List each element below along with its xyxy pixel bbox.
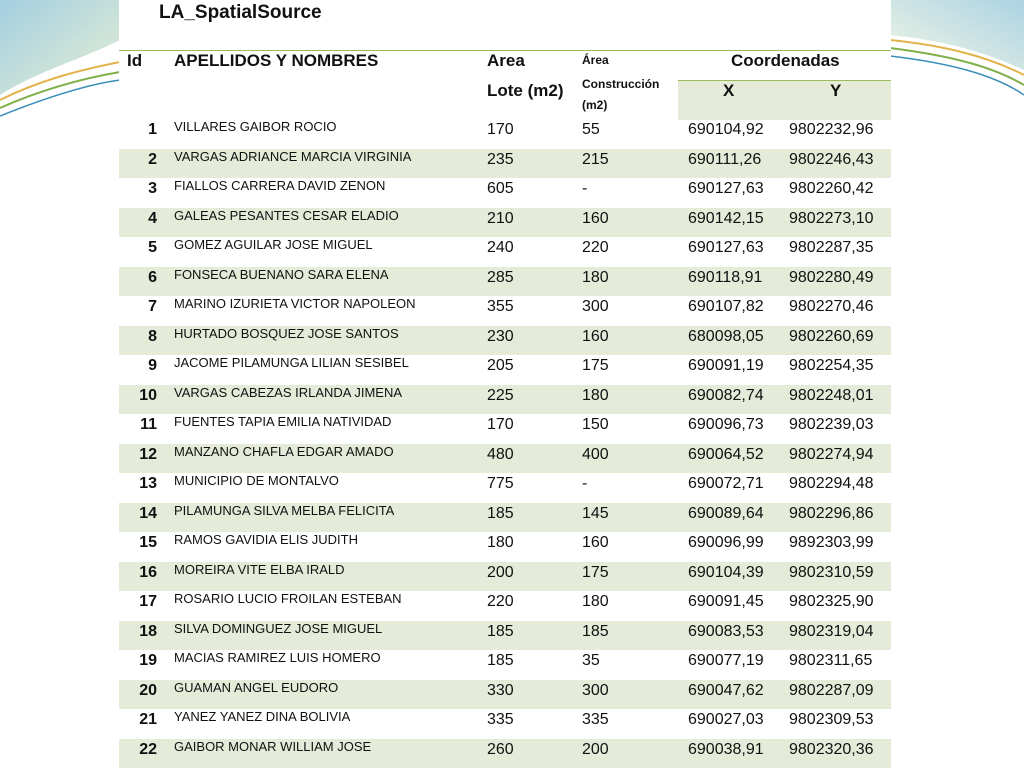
cell-name: MUNICIPIO DE MONTALVO: [174, 473, 339, 488]
cell-y: 9802294,48: [789, 475, 874, 492]
cell-area-construccion: 160: [582, 534, 609, 551]
cell-y: 9802287,09: [789, 681, 874, 699]
cell-id: 15: [139, 534, 157, 551]
cell-y: 9802270,46: [789, 298, 874, 315]
cell-area-construccion: 175: [582, 563, 609, 581]
cell-y: 9802274,94: [789, 445, 874, 463]
cell-area-construccion: 55: [582, 121, 600, 138]
cell-id: 19: [139, 652, 157, 669]
cell-x: 690072,71: [688, 475, 764, 492]
table-row: [119, 414, 891, 444]
cell-id: 21: [139, 711, 157, 728]
table-row: [119, 208, 891, 238]
cell-area-lote: 185: [487, 622, 514, 640]
cell-y: 9802287,35: [789, 239, 874, 256]
cell-area-lote: 285: [487, 268, 514, 286]
col-header-area-lote-unit: Lote (m2): [487, 81, 564, 100]
col-header-id: Id: [127, 51, 143, 70]
cell-name: JACOME PILAMUNGA LILIAN SESIBEL: [174, 355, 409, 370]
cell-name: MARINO IZURIETA VICTOR NAPOLEON: [174, 296, 416, 311]
col-header-construccion-unit: (m2): [582, 98, 608, 112]
cell-name: FONSECA BUENANO SARA ELENA: [174, 266, 389, 282]
cell-area-lote: 240: [487, 239, 514, 256]
table-row: [119, 296, 891, 326]
cell-y: 9802325,90: [789, 593, 874, 610]
cell-area-lote: 180: [487, 534, 514, 551]
table-row: [119, 267, 891, 297]
table-row: [119, 178, 891, 208]
cell-area-lote: 220: [487, 593, 514, 610]
cell-x: 690027,03: [688, 711, 764, 728]
cell-x: 690127,63: [688, 239, 764, 256]
cell-name: GAIBOR MONAR WILLIAM JOSE: [174, 738, 372, 754]
table-row: [119, 621, 891, 651]
cell-area-construccion: 160: [582, 327, 609, 345]
cell-name: VARGAS CABEZAS IRLANDA JIMENA: [174, 384, 403, 400]
cell-x: 690038,91: [688, 740, 764, 758]
table-row: [119, 473, 891, 503]
cell-name: FUENTES TAPIA EMILIA NATIVIDAD: [174, 414, 392, 429]
cell-x: 690127,63: [688, 180, 764, 197]
cell-area-construccion: 160: [582, 209, 609, 227]
cell-id: 6: [148, 268, 157, 286]
cell-y: 9802246,43: [789, 150, 874, 168]
table-row: [119, 149, 891, 179]
cell-name: ROSARIO LUCIO FROILAN ESTEBAN: [174, 591, 402, 606]
cell-name: HURTADO BOSQUEZ JOSE SANTOS: [174, 325, 399, 341]
cell-x: 690104,39: [688, 563, 764, 581]
cell-area-lote: 210: [487, 209, 514, 227]
cell-area-construccion: -: [582, 475, 588, 492]
cell-name: RAMOS GAVIDIA ELIS JUDITH: [174, 532, 358, 547]
cell-area-lote: 335: [487, 711, 514, 728]
col-header-area-construccion: Área: [582, 53, 609, 67]
cell-area-lote: 185: [487, 504, 514, 522]
cell-id: 4: [148, 209, 157, 227]
cell-id: 17: [139, 593, 157, 610]
cell-id: 7: [148, 298, 157, 315]
table-row: [119, 355, 891, 385]
col-header-coordenadas: Coordenadas: [731, 51, 840, 70]
table-row: [119, 326, 891, 356]
cell-x: 690064,52: [688, 445, 764, 463]
table-row: [119, 532, 891, 562]
cell-x: 690107,82: [688, 298, 764, 315]
col-header-name: APELLIDOS Y NOMBRES: [174, 51, 379, 70]
cell-area-construccion: 400: [582, 445, 609, 463]
cell-x: 680098,05: [688, 327, 764, 345]
cell-area-construccion: 35: [582, 652, 600, 669]
cell-id: 3: [148, 180, 157, 197]
cell-y: 9802296,86: [789, 504, 874, 522]
cell-y: 9802232,96: [789, 121, 874, 138]
cell-id: 5: [148, 239, 157, 256]
cell-area-lote: 260: [487, 740, 514, 758]
cell-x: 690091,19: [688, 357, 764, 374]
cell-area-construccion: 300: [582, 298, 609, 315]
xy-header-band: [678, 81, 891, 120]
table-row: [119, 385, 891, 415]
cell-area-lote: 330: [487, 681, 514, 699]
cell-name: GALEAS PESANTES CESAR ELADIO: [174, 207, 399, 223]
cell-y: 9802248,01: [789, 386, 874, 404]
cell-id: 1: [148, 121, 157, 138]
page-title: LA_SpatialSource: [159, 2, 322, 23]
cell-y: 9802280,49: [789, 268, 874, 286]
cell-x: 690096,73: [688, 416, 764, 433]
cell-area-construccion: 300: [582, 681, 609, 699]
cell-x: 690047,62: [688, 681, 764, 699]
cell-area-construccion: 335: [582, 711, 609, 728]
cell-area-lote: 205: [487, 357, 514, 374]
cell-name: PILAMUNGA SILVA MELBA FELICITA: [174, 502, 395, 518]
cell-name: GOMEZ AGUILAR JOSE MIGUEL: [174, 237, 373, 252]
cell-name: VILLARES GAIBOR ROCIO: [174, 119, 337, 134]
cell-area-construccion: 150: [582, 416, 609, 433]
cell-y: 9802254,35: [789, 357, 874, 374]
cell-x: 690104,92: [688, 121, 764, 138]
cell-id: 18: [139, 622, 157, 640]
table-row: [119, 680, 891, 710]
cell-area-construccion: 220: [582, 239, 609, 256]
decorative-swoosh-left: [0, 0, 120, 150]
table-row: [119, 739, 891, 768]
col-header-x: X: [723, 81, 735, 100]
cell-area-lote: 170: [487, 416, 514, 433]
cell-area-lote: 775: [487, 475, 514, 492]
cell-id: 9: [148, 357, 157, 374]
col-header-construccion: Construcción: [582, 77, 660, 91]
table-row: [119, 591, 891, 621]
cell-id: 8: [148, 327, 157, 345]
cell-x: 690118,91: [688, 268, 763, 286]
cell-area-lote: 230: [487, 327, 514, 345]
cell-area-lote: 480: [487, 445, 514, 463]
decorative-swoosh-right: [890, 0, 1024, 150]
cell-area-construccion: 215: [582, 150, 609, 168]
table-row: [119, 650, 891, 680]
cell-area-construccion: 175: [582, 357, 609, 374]
cell-area-construccion: 185: [582, 622, 609, 640]
cell-y: 9802260,42: [789, 180, 874, 197]
cell-name: FIALLOS CARRERA DAVID ZENON: [174, 178, 386, 193]
cell-y: 9802309,53: [789, 711, 874, 728]
cell-name: MACIAS RAMIREZ LUIS HOMERO: [174, 650, 381, 665]
cell-id: 20: [139, 681, 157, 699]
cell-id: 12: [139, 445, 157, 463]
cell-id: 16: [139, 563, 157, 581]
cell-area-lote: 235: [487, 150, 514, 168]
cell-area-lote: 605: [487, 180, 514, 197]
cell-area-lote: 185: [487, 652, 514, 669]
cell-id: 14: [139, 504, 157, 522]
col-header-y: Y: [830, 81, 842, 100]
cell-y: 9802260,69: [789, 327, 874, 345]
cell-y: 9892303,99: [789, 534, 874, 551]
cell-y: 9802239,03: [789, 416, 874, 433]
cell-id: 2: [148, 150, 157, 168]
cell-area-construccion: 200: [582, 740, 609, 758]
cell-id: 10: [139, 386, 157, 404]
cell-area-lote: 355: [487, 298, 514, 315]
cell-area-construccion: 145: [582, 504, 609, 522]
cell-y: 9802320,36: [789, 740, 874, 758]
cell-area-construccion: 180: [582, 386, 609, 404]
table-row: [119, 562, 891, 592]
cell-y: 9802319,04: [789, 622, 874, 640]
table-row: [119, 503, 891, 533]
table-row: [119, 237, 891, 267]
cell-name: MANZANO CHAFLA EDGAR AMADO: [174, 443, 394, 459]
cell-area-construccion: -: [582, 180, 588, 197]
cell-x: 690089,64: [688, 504, 764, 522]
table-row: [119, 119, 891, 149]
cell-name: VARGAS ADRIANCE MARCIA VIRGINIA: [174, 148, 412, 164]
cell-y: 9802273,10: [789, 209, 874, 227]
slide: [119, 0, 891, 768]
cell-x: 690077,19: [688, 652, 764, 669]
cell-name: YANEZ YANEZ DINA BOLIVIA: [174, 709, 351, 724]
cell-area-construccion: 180: [582, 593, 609, 610]
cell-area-lote: 170: [487, 121, 514, 138]
cell-area-lote: 200: [487, 563, 514, 581]
cell-x: 690111,26: [688, 150, 762, 168]
cell-id: 22: [139, 740, 157, 758]
cell-x: 690082,74: [688, 386, 764, 404]
cell-x: 690096,99: [688, 534, 764, 551]
cell-id: 11: [140, 416, 157, 433]
table-row: [119, 444, 891, 474]
cell-x: 690083,53: [688, 622, 764, 640]
cell-name: MOREIRA VITE ELBA IRALD: [174, 561, 345, 577]
cell-name: SILVA DOMINGUEZ JOSE MIGUEL: [174, 620, 383, 636]
table-row: [119, 709, 891, 739]
cell-area-lote: 225: [487, 386, 514, 404]
cell-y: 9802311,65: [789, 652, 873, 669]
cell-name: GUAMAN ANGEL EUDORO: [174, 679, 339, 695]
cell-x: 690091,45: [688, 593, 764, 610]
cell-id: 13: [139, 475, 157, 492]
col-header-area-lote: Area: [487, 51, 525, 70]
cell-area-construccion: 180: [582, 268, 609, 286]
cell-y: 9802310,59: [789, 563, 874, 581]
cell-x: 690142,15: [688, 209, 764, 227]
table-body: [119, 119, 891, 768]
